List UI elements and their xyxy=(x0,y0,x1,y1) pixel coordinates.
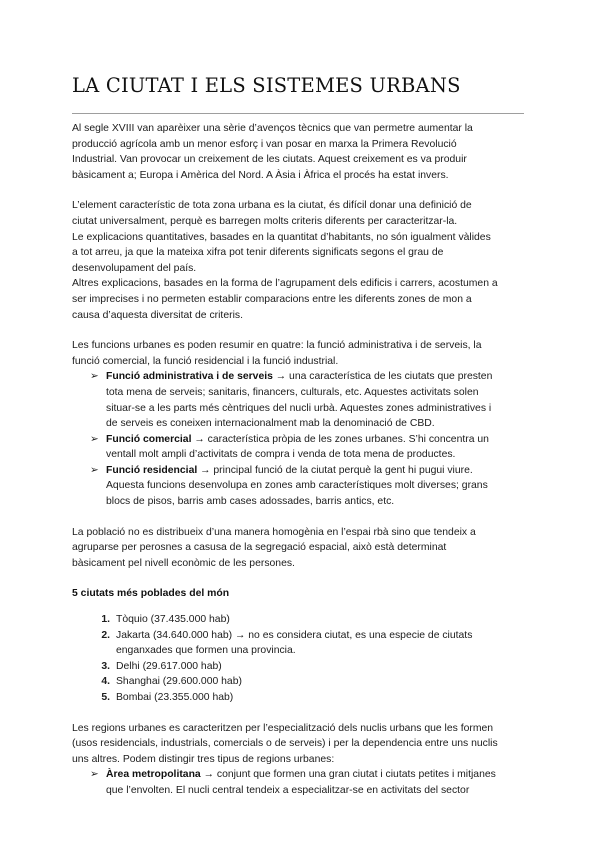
document-body xyxy=(72,121,532,799)
text-line: de serveis es coneixen internacionalment mab la denominació de CBD. xyxy=(106,418,435,430)
text-line: bàsicament pel nivell econòmic de les persones. xyxy=(72,557,295,569)
text-line: uns altres. Podem distingir tres tipus de regions urbanes: xyxy=(72,753,335,765)
text-line: La població no es distribueix d’una manera homogènia en l’espai rbà sino que tendeix a xyxy=(72,526,476,538)
text-line: a tot arreu, ja que la mateixa xifra pot tenir diferents significats segons el grau de xyxy=(72,247,444,259)
list-item xyxy=(72,674,532,690)
functions-list xyxy=(72,369,532,509)
list-item xyxy=(72,369,532,431)
list-number: 3. xyxy=(101,660,110,672)
list-item xyxy=(72,659,532,675)
list-number: 1. xyxy=(101,614,110,626)
list-number: 5. xyxy=(101,692,110,703)
text-line: causa d’aquesta diversitat de criteris. xyxy=(72,309,243,321)
list-item xyxy=(72,767,532,798)
text-line: blocs de pisos, barris amb cases adossades, barris antics, etc. xyxy=(106,496,395,508)
arrow-bullet-icon: ➢ xyxy=(90,464,99,476)
arrow-bullet-icon: ➢ xyxy=(90,371,99,383)
text-line: → conjunt que formen una gran ciutat i ciutats petites i mitjanes xyxy=(200,769,496,781)
list-item xyxy=(72,432,532,463)
function-term: Funció administrativa i de serveis xyxy=(106,371,273,383)
arrow-bullet-icon: ➢ xyxy=(90,769,99,781)
text-line: Industrial. Van provocar un creixement de les ciutats. Aquest creixement es va produir xyxy=(72,154,467,166)
text-line: Les funcions urbanes es poden resumir en quatre: la funció administrativa i de serveis, la xyxy=(72,340,482,352)
text-line: (usos residencials, industrials, comercials o de serveis) i per la dependencia entre uns nuclis xyxy=(72,738,498,750)
text-line: producció agrícola amb un menor esforç i van posar en marxa la Primera Revolució xyxy=(72,138,457,150)
text-line: Bombai (23.355.000 hab) xyxy=(116,692,234,703)
function-term: Funció residencial xyxy=(106,464,198,476)
text-line: Altres explicacions, basades en la forma de l’agrupament dels edificis i carrers, acostumen a xyxy=(72,278,498,290)
document-title: LA CIUTAT I ELS SISTEMES URBANS xyxy=(72,74,461,97)
cities-list xyxy=(72,612,532,706)
text-line: → característica pròpia de les zones urbanes. S’hi concentra un xyxy=(191,433,489,445)
text-line: → una característica de les ciutats que presten xyxy=(272,371,493,383)
text-line: ventall molt ampli d’activitats de compra i venda de tota mena de productes. xyxy=(106,449,456,461)
text-line: agruparse per perosnes a casusa de la segregació espacial, això està determinat xyxy=(72,542,447,554)
text-line: L’element característic de tota zona urbana es la ciutat, és difícil donar una definició de xyxy=(72,200,472,212)
text-line: tota mena de serveis; sanitaris, financers, culturals, etc. Aquestes activitats solen xyxy=(106,386,479,398)
intro-paragraph-1 xyxy=(72,121,532,183)
text-line: Delhi (29.617.000 hab) xyxy=(116,660,222,672)
cities-heading: 5 ciutats més poblades del món xyxy=(72,588,230,600)
population-paragraph xyxy=(72,525,532,572)
list-item xyxy=(72,612,532,628)
function-term: Funció comercial xyxy=(106,433,192,445)
text-line: enganxades que formen una provincia. xyxy=(116,645,296,657)
text-line: Al segle XVIII van aparèixer una sèrie d’avenços tècnics que van permetre aumentar la xyxy=(72,123,473,134)
regions-intro xyxy=(72,721,532,768)
list-number: 2. xyxy=(101,629,110,641)
text-line: que l’envolten. El nucli central tendeix a especialitzar-se en activitats del sector xyxy=(106,784,470,796)
list-item xyxy=(72,628,532,659)
text-line: situar-se a les parts més cèntriques del nucli urbà. Aquestes zones administratives i xyxy=(106,402,492,414)
text-line: Les regions urbanes es caracteritzen per l’especialització dels nuclis urbans que les formen xyxy=(72,722,494,734)
text-line: desenvolupament del país. xyxy=(72,262,197,274)
text-line: Le explicacions quantitatives, basades en la quantitat d’habitants, no són igualment vàlides xyxy=(72,231,491,243)
list-number: 4. xyxy=(101,676,110,688)
regions-list xyxy=(72,767,532,798)
list-item xyxy=(72,690,532,706)
list-item xyxy=(72,463,532,510)
title-divider xyxy=(72,113,524,114)
intro-paragraph-2 xyxy=(72,198,532,323)
text-line: bàsicament a; Europa i Amèrica del Nord. A Àsia i Àfrica el procés ha estat invers. xyxy=(72,169,449,181)
text-line: Shanghai (29.600.000 hab) xyxy=(116,676,242,688)
text-line: ser imprecises i no permeten establir comparacions entre les diferents zones de mon a xyxy=(72,293,472,305)
text-line: funció comercial, la funció residencial i la funció industrial. xyxy=(72,355,339,367)
text-line: ciutat universalment, perquè es barregen molts criteris diferents per caracteritzar-la. xyxy=(72,215,458,227)
text-line: → principal funció de la ciutat perquè la gent hi pugui viure. xyxy=(197,464,473,476)
functions-intro xyxy=(72,338,532,369)
text-line: Jakarta (34.640.000 hab) → no es considera ciutat, es una especie de ciutats xyxy=(116,629,473,641)
text-line: Aquesta funcions desenvolupa en zones amb característiques molt diverses; grans xyxy=(106,480,488,492)
region-term: Àrea metropolitana xyxy=(106,769,201,781)
arrow-bullet-icon: ➢ xyxy=(90,433,99,445)
text-line: Tòquio (37.435.000 hab) xyxy=(116,614,230,626)
